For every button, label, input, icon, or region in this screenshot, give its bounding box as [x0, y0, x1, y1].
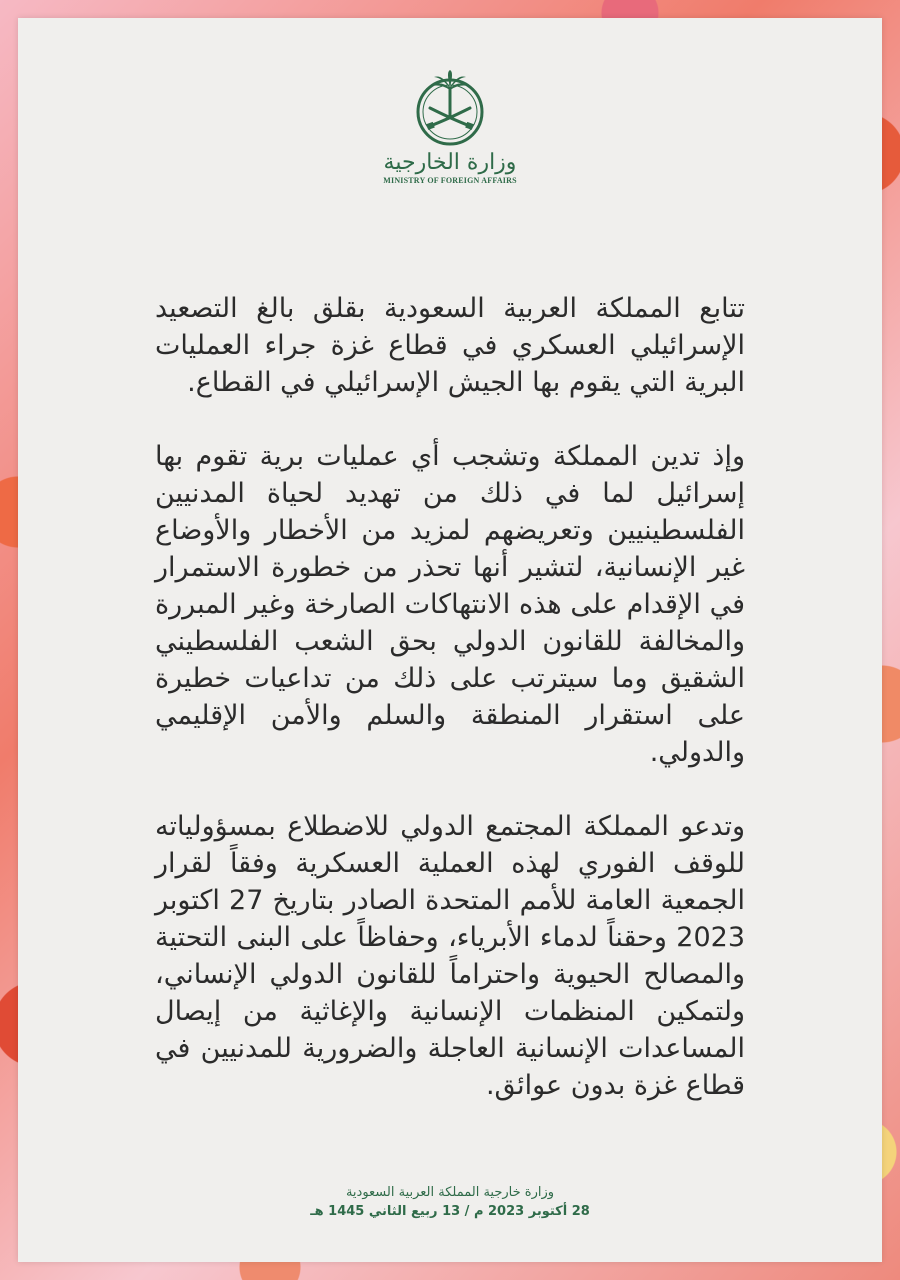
statement-paragraph-1: تتابع المملكة العربية السعودية بقلق بالغ التصعيد الإسرائيلي العسكري في قطاع غزة جراء العمليات البرية التي يقوم بها الجيش الإسرائيلي في القطاع.	[155, 293, 745, 398]
saudi-emblem-icon	[410, 68, 490, 148]
statement-footer	[18, 1184, 882, 1222]
ministry-logo	[18, 68, 882, 185]
ministry-name-arabic: وزارة الخارجية	[383, 150, 517, 175]
statement-page	[18, 18, 882, 1262]
statement-paragraph-3: وتدعو المملكة المجتمع الدولي للاضطلاع بمسؤولياته للوقف الفوري لهذه العملية العسكرية وفقاً لقرار الجمعية العامة للأمم المتحدة الصادر بتاريخ 27 اكتوبر 2023 وحقناً لدماء الأبرياء، وحفاظاً على البنى التحتية والمصالح الحيوية واحتراماً للقانون الدولي الإنساني، ولتمكين المنظمات الإنسانية والإغاثية من إيصال المساعدات الإنسانية العاجلة والضرورية للمدنيين في قطاع غزة بدون عوائق.	[155, 811, 745, 1101]
statement-paragraph-2: وإذ تدين المملكة وتشجب أي عمليات برية تقوم بها إسرائيل لما في ذلك من تهديد لحياة المدنيين الفلسطينيين وتعريضهم لمزيد من الأخطار والأوضاع غير الإنسانية، لتشير أنها تحذر من خطورة الاستمرار في الإقدام على هذه الانتهاكات الصارخة وغير المبررة والمخالفة للقانون الدولي بحق الشعب الفلسطيني الشقيق وما سيترتب على ذلك من تداعيات خطيرة على استقرار المنطقة والسلم والأمن الإقليمي والدولي.	[155, 441, 745, 768]
footer-date: 28 أكتوبر 2023 م / 13 ربيع الثاني 1445 هـ	[310, 1204, 590, 1219]
ministry-name-english: MINISTRY OF FOREIGN AFFAIRS	[383, 176, 517, 185]
footer-ministry: وزارة خارجية المملكة العربية السعودية	[345, 1185, 555, 1200]
statement-body	[155, 290, 745, 1141]
